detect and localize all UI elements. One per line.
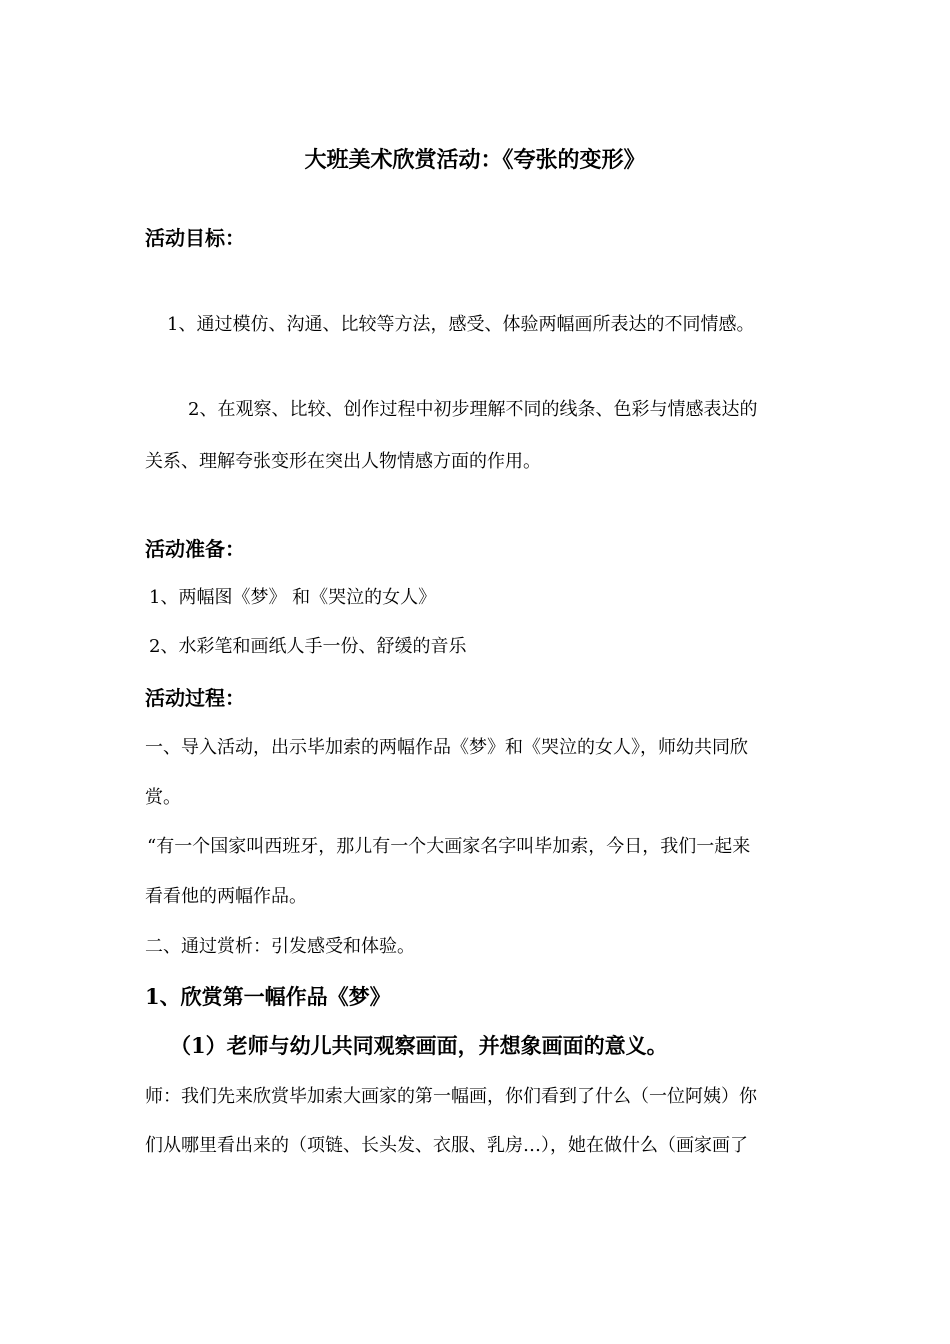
process-step-1-line-1: 一、导入活动，出示毕加索的两幅作品《梦》和《哭泣的女人》，师幼共同欣 bbox=[145, 737, 748, 758]
process-step-1-line-2: 赏。 bbox=[145, 787, 181, 808]
quote-line-2: 看看他的两幅作品。 bbox=[145, 886, 307, 907]
preparation-item-2: 2、水彩笔和画纸人手一份、舒缓的音乐 bbox=[149, 636, 467, 657]
goal-item-2-line-2: 关系、理解夸张变形在突出人物情感方面的作用。 bbox=[145, 451, 541, 472]
document-title: 大班美术欣赏活动：《夸张的变形》 bbox=[304, 147, 646, 173]
subsection-1-1-heading: （1）老师与幼儿共同观察画面，并想象画面的意义。 bbox=[170, 1033, 668, 1058]
teacher-paragraph-line-1: 师：我们先来欣赏毕加索大画家的第一幅画，你们看到了什么（一位阿姨）你 bbox=[145, 1086, 757, 1107]
teacher-paragraph-line-2: 们从哪里看出来的（项链、长头发、衣服、乳房…），她在做什么（画家画了 bbox=[145, 1135, 748, 1156]
subsection-1-heading: 1、欣赏第一幅作品《梦》 bbox=[145, 984, 391, 1009]
goals-heading: 活动目标： bbox=[145, 226, 245, 250]
process-heading: 活动过程： bbox=[145, 686, 245, 710]
process-step-2: 二、通过赏析：引发感受和体验。 bbox=[145, 936, 415, 957]
preparation-heading: 活动准备： bbox=[145, 537, 245, 561]
goal-item-2-line-1: 2、在观察、比较、创作过程中初步理解不同的线条、色彩与情感表达的 bbox=[188, 399, 758, 420]
preparation-item-1: 1、两幅图《梦》 和《哭泣的女人》 bbox=[149, 587, 437, 608]
quote-line-1: “有一个国家叫西班牙，那儿有一个大画家名字叫毕加索，今日，我们一起来 bbox=[147, 836, 751, 857]
goal-item-1: 1、通过模仿、沟通、比较等方法，感受、体验两幅画所表达的不同情感。 bbox=[167, 314, 755, 335]
